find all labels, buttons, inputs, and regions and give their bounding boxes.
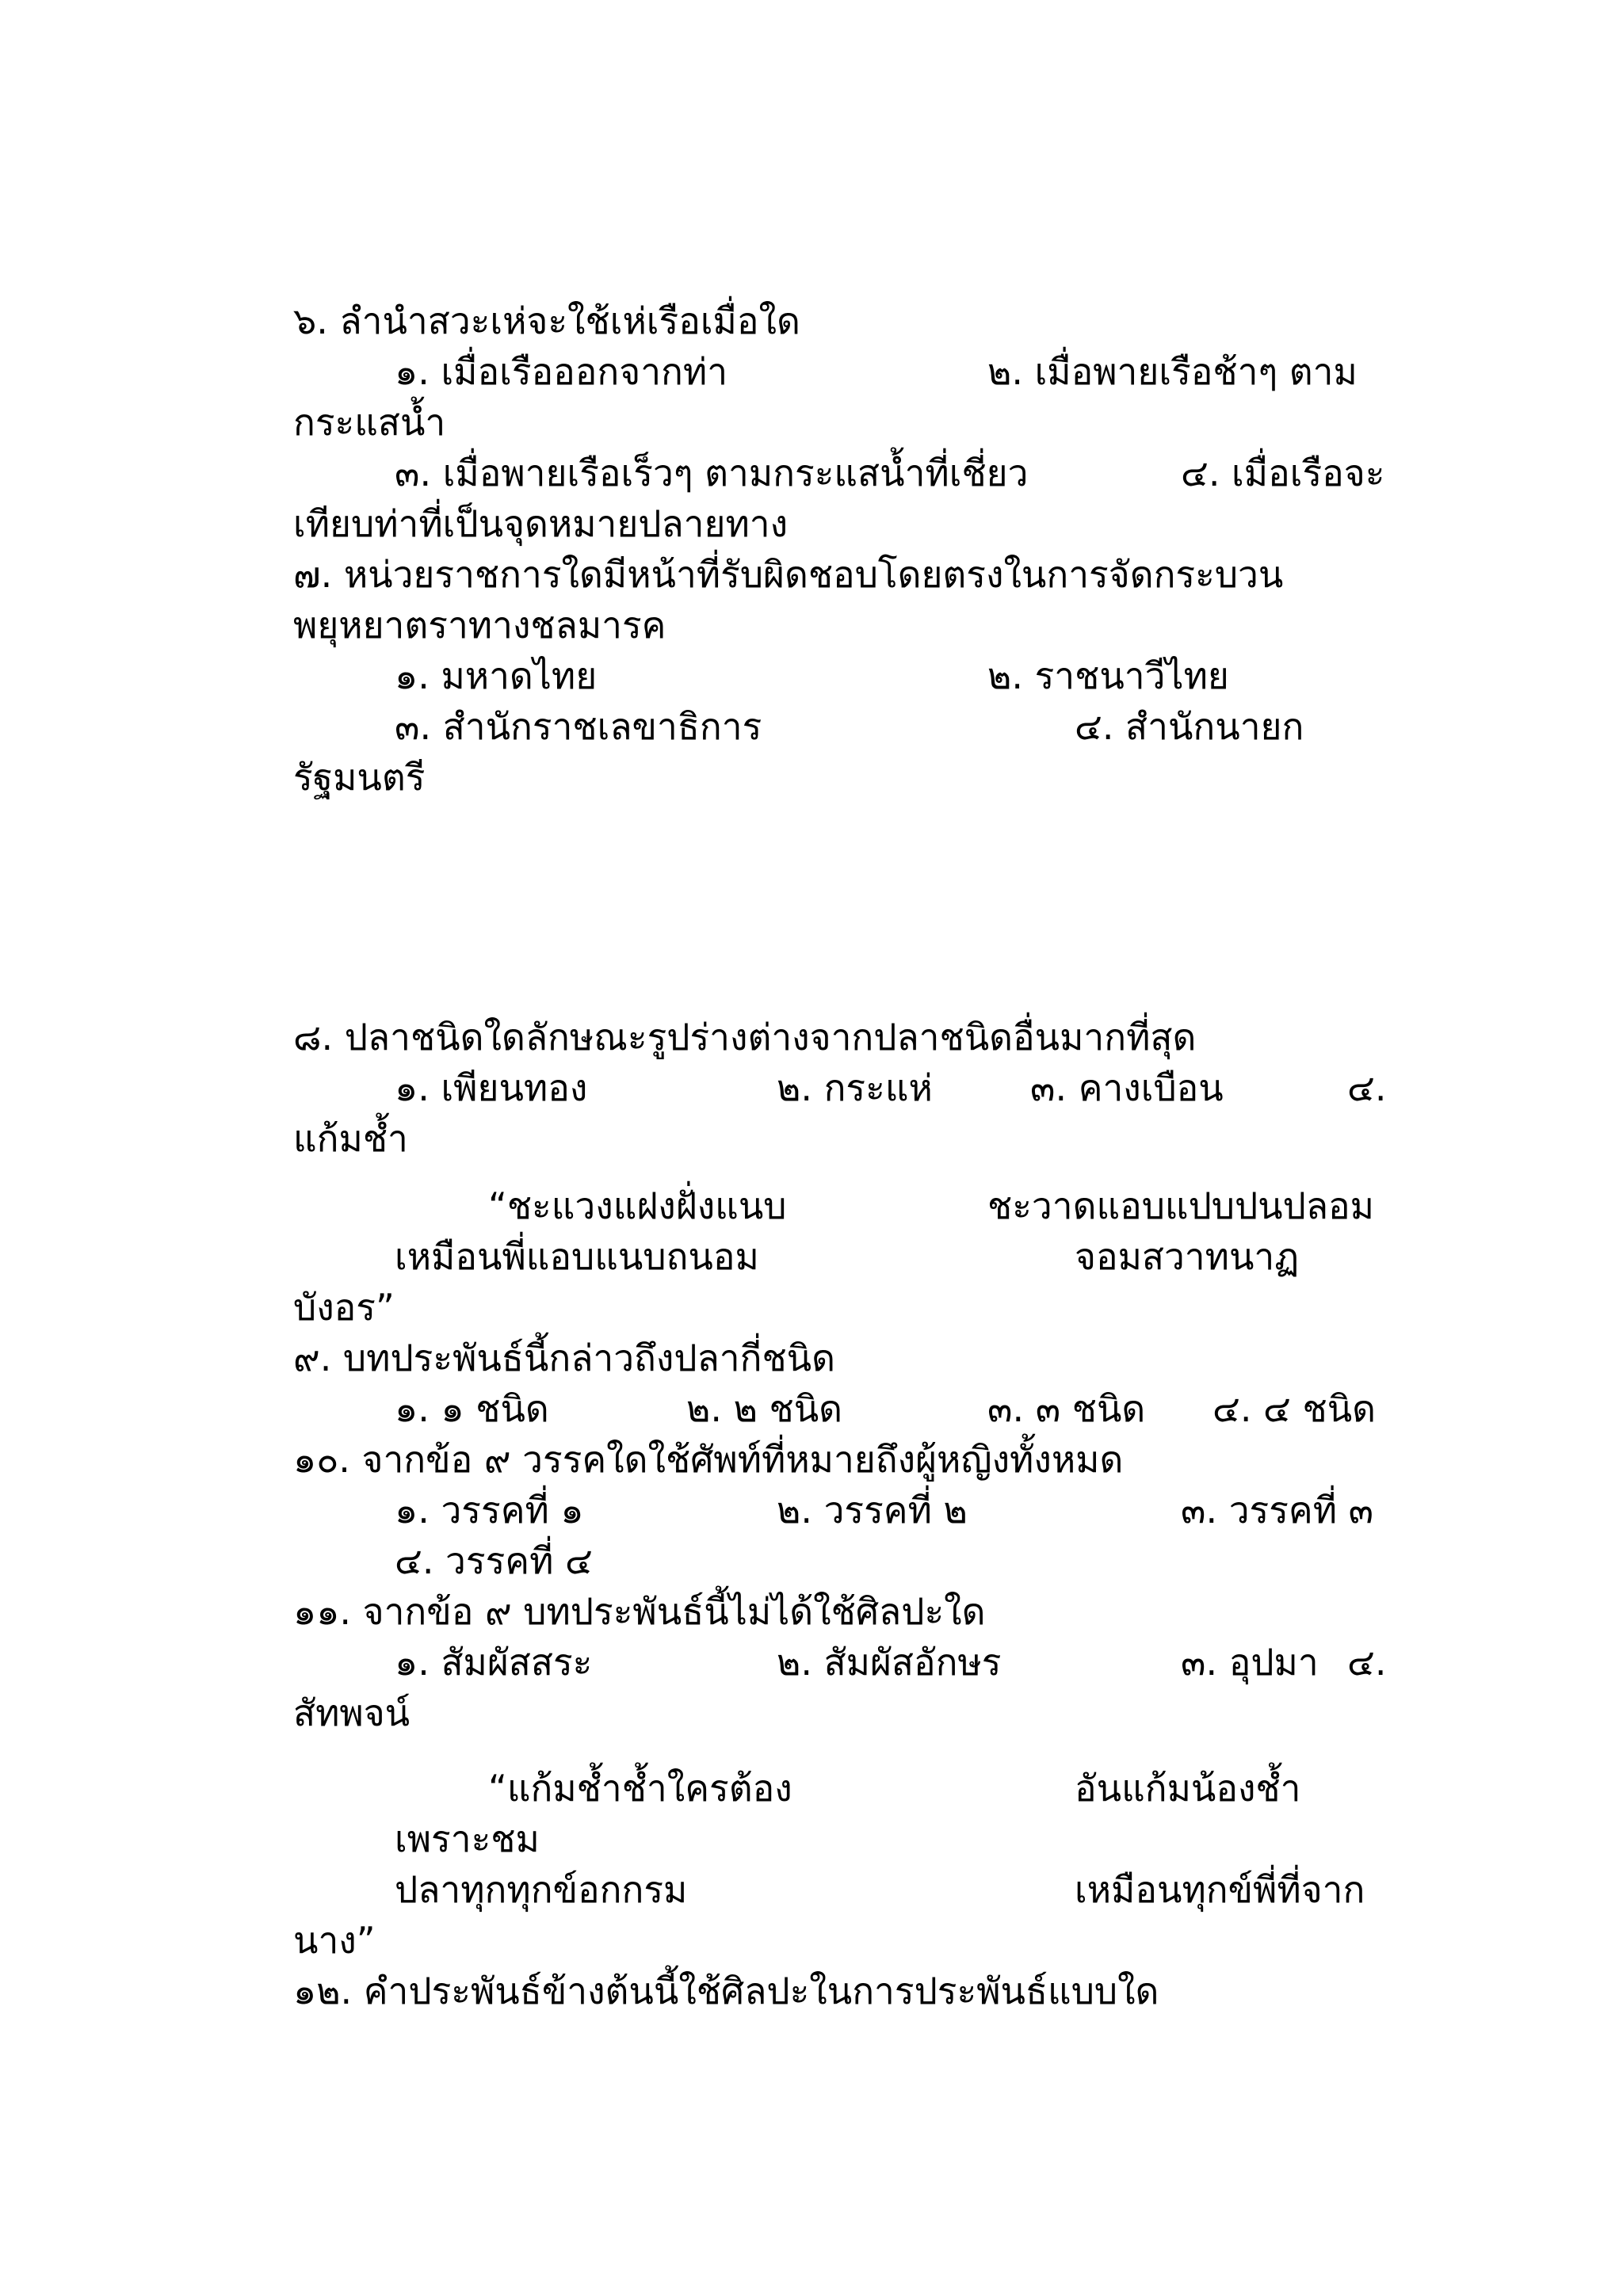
- q8-option-2: ๒. กระแห่: [777, 1066, 933, 1109]
- poem1-line-1: [293, 1180, 1434, 1231]
- q10-option-2: ๒. วรรคที่ ๒: [777, 1489, 968, 1531]
- q11-option-2: ๒. สัมผัสอักษร: [777, 1641, 1002, 1684]
- q12-line: [293, 1966, 1434, 2016]
- poem2-verse-2b: เหมือนทุกข์พี่ที่จาก: [1075, 1868, 1365, 1911]
- q6-option-3: ๓. เมื่อพายเรือเร็วๆ ตามกระแสน้ำที่เชี่ยว: [395, 452, 1029, 494]
- q6-option-1: ๑. เมื่อเรือออกจากท่า: [395, 350, 728, 393]
- q6-option-4: ๔. เมื่อเรือจะ: [1181, 452, 1385, 494]
- q7-option-1: ๑. มหาดไทย: [395, 654, 598, 697]
- q10-options-row-1: [293, 1485, 1434, 1535]
- q6-options-row-2: [293, 448, 1434, 498]
- q11-question: ๑๑. จากข้อ ๙ บทประพันธ์นี้ไม่ได้ใช้ศิลปะใด: [293, 1590, 986, 1633]
- q6-option-2: ๒. เมื่อพายเรือช้าๆ ตาม: [987, 350, 1358, 393]
- q10-option-1: ๑. วรรคที่ ๑: [395, 1489, 584, 1531]
- q7-option-4: ๔. สำนักนายก: [1075, 705, 1304, 748]
- q11-option-4-continued: สัทพจน์: [293, 1691, 411, 1734]
- poem2-verse-1b: อันแก้มน้องช้ำ: [1075, 1767, 1301, 1810]
- q8-option-1: ๑. เพียนทอง: [395, 1066, 588, 1109]
- q7-question: ๗. หน่วยราชการใดมีหน้าที่รับผิดชอบโดยตรงในการจัดกระบวน: [293, 553, 1284, 596]
- q9-option-1: ๑. ๑ ชนิด: [395, 1387, 549, 1430]
- q8-option-4-wrap: [293, 1113, 1434, 1164]
- poem2-line-2: [293, 1864, 1434, 1915]
- q10-option-4: ๔. วรรคที่ ๔: [395, 1539, 593, 1582]
- q10-line: [293, 1434, 1434, 1485]
- q6-options-row-1: [293, 346, 1434, 397]
- poem1-verse-1b: ชะวาดแอบแปบปนปลอม: [987, 1184, 1374, 1227]
- q7-line: [293, 549, 1434, 600]
- poem2-verse-1-continued: เพราะชม: [395, 1817, 540, 1860]
- poem2-line-1: [293, 1763, 1434, 1814]
- q11-options-row: [293, 1637, 1434, 1688]
- q11-line: [293, 1586, 1434, 1637]
- q7-option-4-continued: รัฐมนตรี: [293, 756, 426, 799]
- q8-option-4-continued: แก้มช้ำ: [293, 1117, 408, 1160]
- q8-option-4: ๔.: [1347, 1066, 1387, 1109]
- poem2-verse-1a: “แก้มช้ำช้ำใครต้อง: [488, 1767, 792, 1810]
- q8-option-3: ๓. คางเบือน: [1030, 1066, 1224, 1109]
- q9-option-2: ๒. ๒ ชนิด: [686, 1387, 843, 1430]
- poem1-verse-1a: “ชะแวงแฝงฝั่งแนบ: [488, 1184, 787, 1227]
- q8-question: ๘. ปลาชนิดใดลักษณะรูปร่างต่างจากปลาชนิดอื่นมากที่สุด: [293, 1016, 1197, 1058]
- q8-options-row: [293, 1062, 1434, 1113]
- poem2-line-2-wrap: [293, 1915, 1434, 1966]
- q7-question-wrap: [293, 600, 1434, 650]
- q10-question: ๑๐. จากข้อ ๙ วรรคใดใช้ศัพท์ที่หมายถึงผู้หญิงทั้งหมด: [293, 1438, 1124, 1481]
- poem1-verse-2b: จอมสวาทนาฏ: [1075, 1235, 1300, 1278]
- poem1-verse-2a: เหมือนพี่แอบแนบถนอม: [395, 1235, 759, 1278]
- poem2-verse-2-continued: นาง”: [293, 1919, 376, 1962]
- q11-option-4: ๔.: [1347, 1641, 1387, 1684]
- q7-options-row-2: [293, 701, 1434, 752]
- q6-question: ๖. ลำนำสวะเห่จะใช้เห่เรือเมื่อใด: [293, 299, 800, 342]
- q6-option-4-continued: เทียบท่าที่เป็นจุดหมายปลายทาง: [293, 502, 789, 545]
- q6-option-2-continued: กระแสน้ำ: [293, 401, 446, 444]
- q8-line: [293, 1012, 1434, 1062]
- q7-options-row-1: [293, 650, 1434, 701]
- poem1-line-2: [293, 1231, 1434, 1282]
- poem2-line-1-wrap: [293, 1814, 1434, 1864]
- poem1-line-2-wrap: [293, 1282, 1434, 1333]
- q11-option-3: ๓. อุปมา: [1181, 1641, 1319, 1684]
- q7-option-2: ๒. ราชนาวีไทย: [987, 654, 1229, 697]
- q9-line: [293, 1333, 1434, 1383]
- q9-option-3: ๓. ๓ ชนิด: [987, 1387, 1146, 1430]
- q7-question-continued: พยุหยาตราทางชลมารค: [293, 604, 666, 646]
- poem2-verse-2a: ปลาทุกทุกข์อกกรม: [395, 1868, 688, 1911]
- q6-line: [293, 296, 1434, 346]
- q12-question: ๑๒. คำประพันธ์ข้างต้นนี้ใช้ศิลปะในการประพันธ์แบบใด: [293, 1970, 1159, 2012]
- q6-option-4-wrap: [293, 498, 1434, 549]
- q7-option-4-wrap: [293, 752, 1434, 803]
- q9-options-row: [293, 1383, 1434, 1434]
- q9-question: ๙. บทประพันธ์นี้กล่าวถึงปลากี่ชนิด: [293, 1337, 835, 1379]
- q10-options-row-2: [293, 1535, 1434, 1586]
- q6-option-2-wrap: [293, 397, 1434, 448]
- q7-option-3: ๓. สำนักราชเลขาธิการ: [395, 705, 762, 748]
- q11-option-4-wrap: [293, 1688, 1434, 1738]
- q10-option-3: ๓. วรรคที่ ๓: [1181, 1489, 1374, 1531]
- poem1-verse-2-continued: บังอร”: [293, 1286, 395, 1329]
- q11-option-1: ๑. สัมผัสสระ: [395, 1641, 593, 1684]
- q9-option-4: ๔. ๔ ชนิด: [1212, 1387, 1377, 1430]
